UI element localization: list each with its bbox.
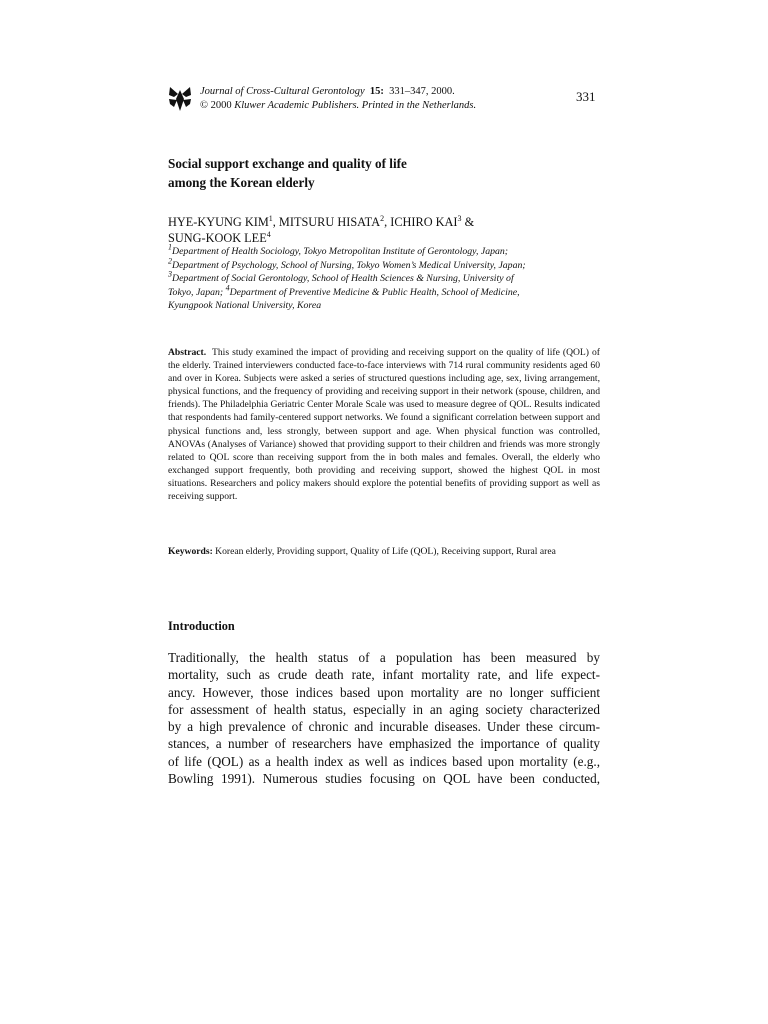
intro-line: Traditionally, the health status of a population has been measured by (168, 650, 600, 665)
author-sup: 3 (457, 213, 462, 223)
intro-line: by a high prevalence of chronic and incurable diseases. Under these circum- (168, 719, 600, 735)
publisher-logo (168, 85, 192, 113)
intro-line: for assessment of health status, especially in an aging society characterized (168, 701, 600, 717)
author-name: HYE-KYUNG KIM (168, 215, 269, 229)
journal-citation (200, 85, 476, 113)
author-name: SUNG-KOOK LEE (168, 231, 267, 245)
intro-line: of life (QOL) as a health index as well as indices based upon mortality (e.g., (168, 753, 600, 769)
author-amp: & (464, 215, 475, 229)
keywords-text: Korean elderly, Providing support, Quality of Life (QOL), Receiving support, Rural area (215, 546, 556, 557)
affil-line: Kyungpook National University, Korea (168, 300, 322, 311)
abstract-text: This study examined the impact of providing and receiving support on the quality of life (QOL) of the elderly. Trained interviewers conducted face-to-face interviews with 714 rural community residents aged 60 and over in Korea. Subjects were asked a series of structured questions including age, sex, living arrangement, physical functions, and the frequency of providing and receiving support in their network (spouse, children, and friends). The Philadelphia Geriatric Center Morale Scale was used to measure degree of QOL. Results indicated that respondents had family-centered support networks. We found a significant correlation between support and physical functions and, less strongly, between support and age. When physical function was controlled, ANOVAs (Analyses of Variance) showed that providing support to their children and friends was more strongly related to QOL score than receiving support from the in both males and females. Overall, the elderly who exchanged support frequently, both providing and receiving support, showed the highest QOL in most situations. Researchers and policy makers should explore the potential benefits of providing support as well as receiving support. (168, 347, 601, 503)
title-line: Social support exchange and quality of life (168, 156, 407, 171)
abstract-label: Abstract. (168, 347, 207, 358)
publisher-line: Kluwer Academic Publishers. Printed in the Netherlands. (234, 100, 477, 111)
journal-volume: 15: (369, 86, 384, 97)
intro-line: stances, a number of researchers have emphasized the importance of quality (168, 736, 600, 752)
affil-sup: 1 (168, 242, 172, 252)
affil-line: Department of Health Sociology, Tokyo Metropolitan Institute of Gerontology, Japan; (172, 246, 509, 257)
author-list: HYE-KYUNG KIM$^1$, MITSURU HISATA$^2$, ICHIRO KAI$^3$ & SUNG-KOOK LEE$^4$ (168, 213, 475, 245)
affil-line: Department of Social Gerontology, School of Health Sciences & Nursing, University of (172, 273, 514, 284)
author-name: MITSURU HISATA (278, 215, 381, 229)
intro-line: ancy. However, those indices based upon mortality are no longer sufficient (168, 684, 600, 700)
affil-sup: 2 (168, 256, 172, 266)
keywords-label: Keywords: (168, 546, 213, 557)
affil-line: Department of Psychology, School of Nursing, Tokyo Women’s Medical University, Japan; (172, 259, 526, 271)
affil-line: Tokyo, Japan; (168, 286, 224, 298)
paper-title (168, 154, 608, 192)
keywords (168, 545, 600, 558)
affil-sup: 3 (168, 269, 172, 279)
affil-sup: 4 (225, 283, 230, 293)
journal-pages: 331–347, 2000. (389, 86, 455, 97)
abstract (168, 346, 600, 503)
introduction-text (168, 649, 600, 787)
affil-line: Department of Preventive Medicine & Public Health, School of Medicine, (229, 286, 520, 298)
affiliations (168, 242, 608, 313)
intro-line: mortality, such as crude death rate, infant mortality rate, and life expect- (168, 667, 600, 683)
page-number: 331 (576, 89, 596, 104)
author-sup: 1 (268, 213, 273, 223)
title-line: among the Korean elderly (168, 175, 315, 190)
author-name: ICHIRO KAI (390, 215, 458, 229)
section-heading: Introduction (168, 619, 235, 633)
journal-name: Journal of Cross-Cultural Gerontology (200, 86, 365, 97)
author-sup: 4 (266, 229, 271, 239)
author-sup: 2 (380, 213, 385, 223)
intro-line: Bowling 1991). Numerous studies focusing on QOL have been conducted, (168, 771, 600, 787)
copyright: © 2000 (200, 100, 232, 111)
